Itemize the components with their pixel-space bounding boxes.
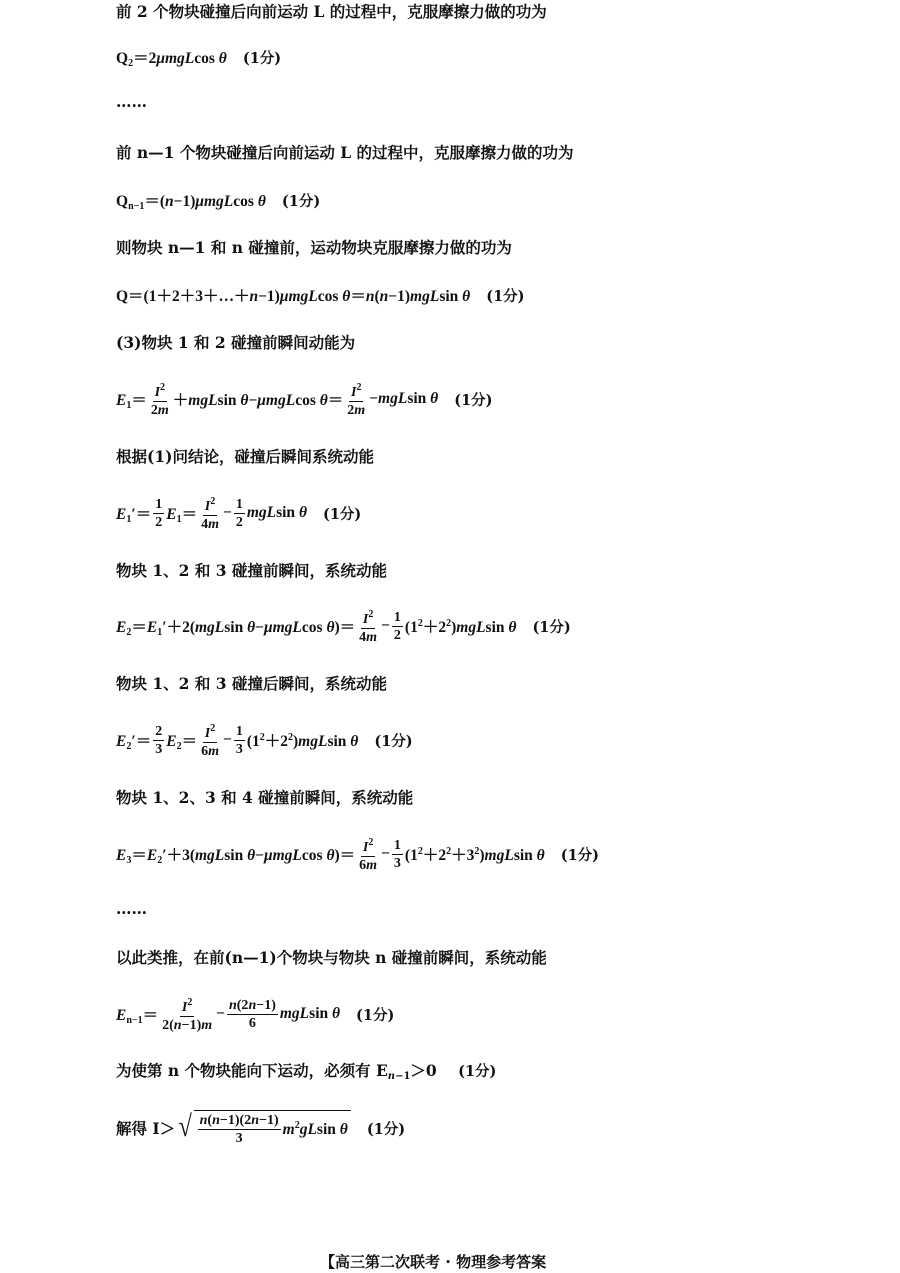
score-label: (1分) [281,193,321,210]
text-line: (3)物块 1 和 2 碰撞前瞬间动能为 [116,333,356,352]
text-line: 根据(1)问结论，碰撞后瞬间系统动能 [116,447,374,466]
score-label: (1分) [322,505,362,523]
equation-result [116,1110,405,1146]
score-label: (1分) [532,618,571,636]
condition-line: 为使第 n 个物块能向下运动，必须有 $E_{n-1}>0$ (1分) [116,1061,497,1082]
text-line: 前 n—1 个物块碰撞后向前运动 L 的过程中，克服摩擦力做的功为 [116,143,574,162]
text-line: 物块 1、2 和 3 碰撞后瞬间，系统动能 [116,674,387,693]
equation-qn-1: $Q_{n-1}=(n-1)\mu mgLcos$ θ (1分) [116,189,320,212]
text-line: 物块 1、2、3 和 4 碰撞前瞬间，系统动能 [116,788,414,807]
ellipsis: …… [116,899,147,918]
result-text: 解得 I＞ [116,1119,176,1138]
text-line: 前 2 个物块碰撞后向前运动 L 的过程中，克服摩擦力做的功为 [116,2,547,21]
score-label: (1分) [458,1063,497,1080]
page-footer: 【高三第二次联考 · 物理参考答案 [320,1253,547,1271]
score-label: (1分) [366,1120,406,1138]
text-line: 则物块 n—1 和 n 碰撞前，运动物块克服摩擦力做的功为 [116,238,512,257]
condition-text: 为使第 n 个物块能向下运动，必须有 E [116,1061,388,1080]
score-label: (1分) [356,1006,395,1024]
text-line: 物块 1、2 和 3 碰撞前瞬间，系统动能 [116,561,387,580]
score-label: (1分) [454,391,493,409]
score-label: (1分) [374,732,413,750]
equation-en-1: $E_{n-1}=$ $\frac{I^2}{2(n-1)m}$ − $\frac{n(2n-1)}{6}$ mgLsin θ (1分) [116,997,395,1033]
text-line: 以此类推，在前(n—1)个物块与物块 n 碰撞前瞬间，系统动能 [116,948,547,967]
equation-e1-prime: $E_1'=$ $\frac{1}{2}$ $E_1=$ $\frac{I^2}{4m}$ − $\frac{1}{2}$ mgLsin θ (1分) [116,496,362,532]
equation-e1: $E_1=$ $\frac{I^2}{2m}$ ＋mgLsin θ−μmgLcos θ＝ $\frac{I^2}{2m}$ −mgLsin θ (1分) [116,382,493,418]
equation-q2: $Q_2=2\mu mgLcos$ θ (1分) [116,46,281,69]
sqrt-expression: √ $\frac{n(n-1)(2n-1)}{3}$ $m^2gLsin$ θ [177,1110,351,1146]
ellipsis: …… [116,92,147,111]
equation-e2: $E_2=E_1'+2(mgLsin$ θ−μmgLcos θ)＝ $\frac{I^2}{4m}$ − $\frac{1}{2}$ $(1^2+2^2)mgLsin$ θ (1分) [116,609,571,645]
score-label: (1分) [242,50,282,67]
equation-e2-prime: $E_2'=$ $\frac{2}{3}$ $E_2=$ $\frac{I^2}{6m}$ − $\frac{1}{3}$ $(1^2+2^2)mgLsin$ θ (1分) [116,723,413,759]
equation-q: Q＝(1＋2＋3＋…＋n−1)μmgLcos θ＝n(n−1)mgLsin θ (1分) [116,284,525,306]
condition-inequality: ＞0 [410,1061,437,1080]
score-label: (1分) [560,846,600,864]
score-label: (1分) [486,287,525,305]
equation-e3: $E_3=E_2'+3(mgLsin$ θ−μmgLcos θ)＝ $\frac{I^2}{6m}$ − $\frac{1}{3}$ $(1^2+2^2+3^2)mgLsin$ θ (1分) [116,837,600,873]
